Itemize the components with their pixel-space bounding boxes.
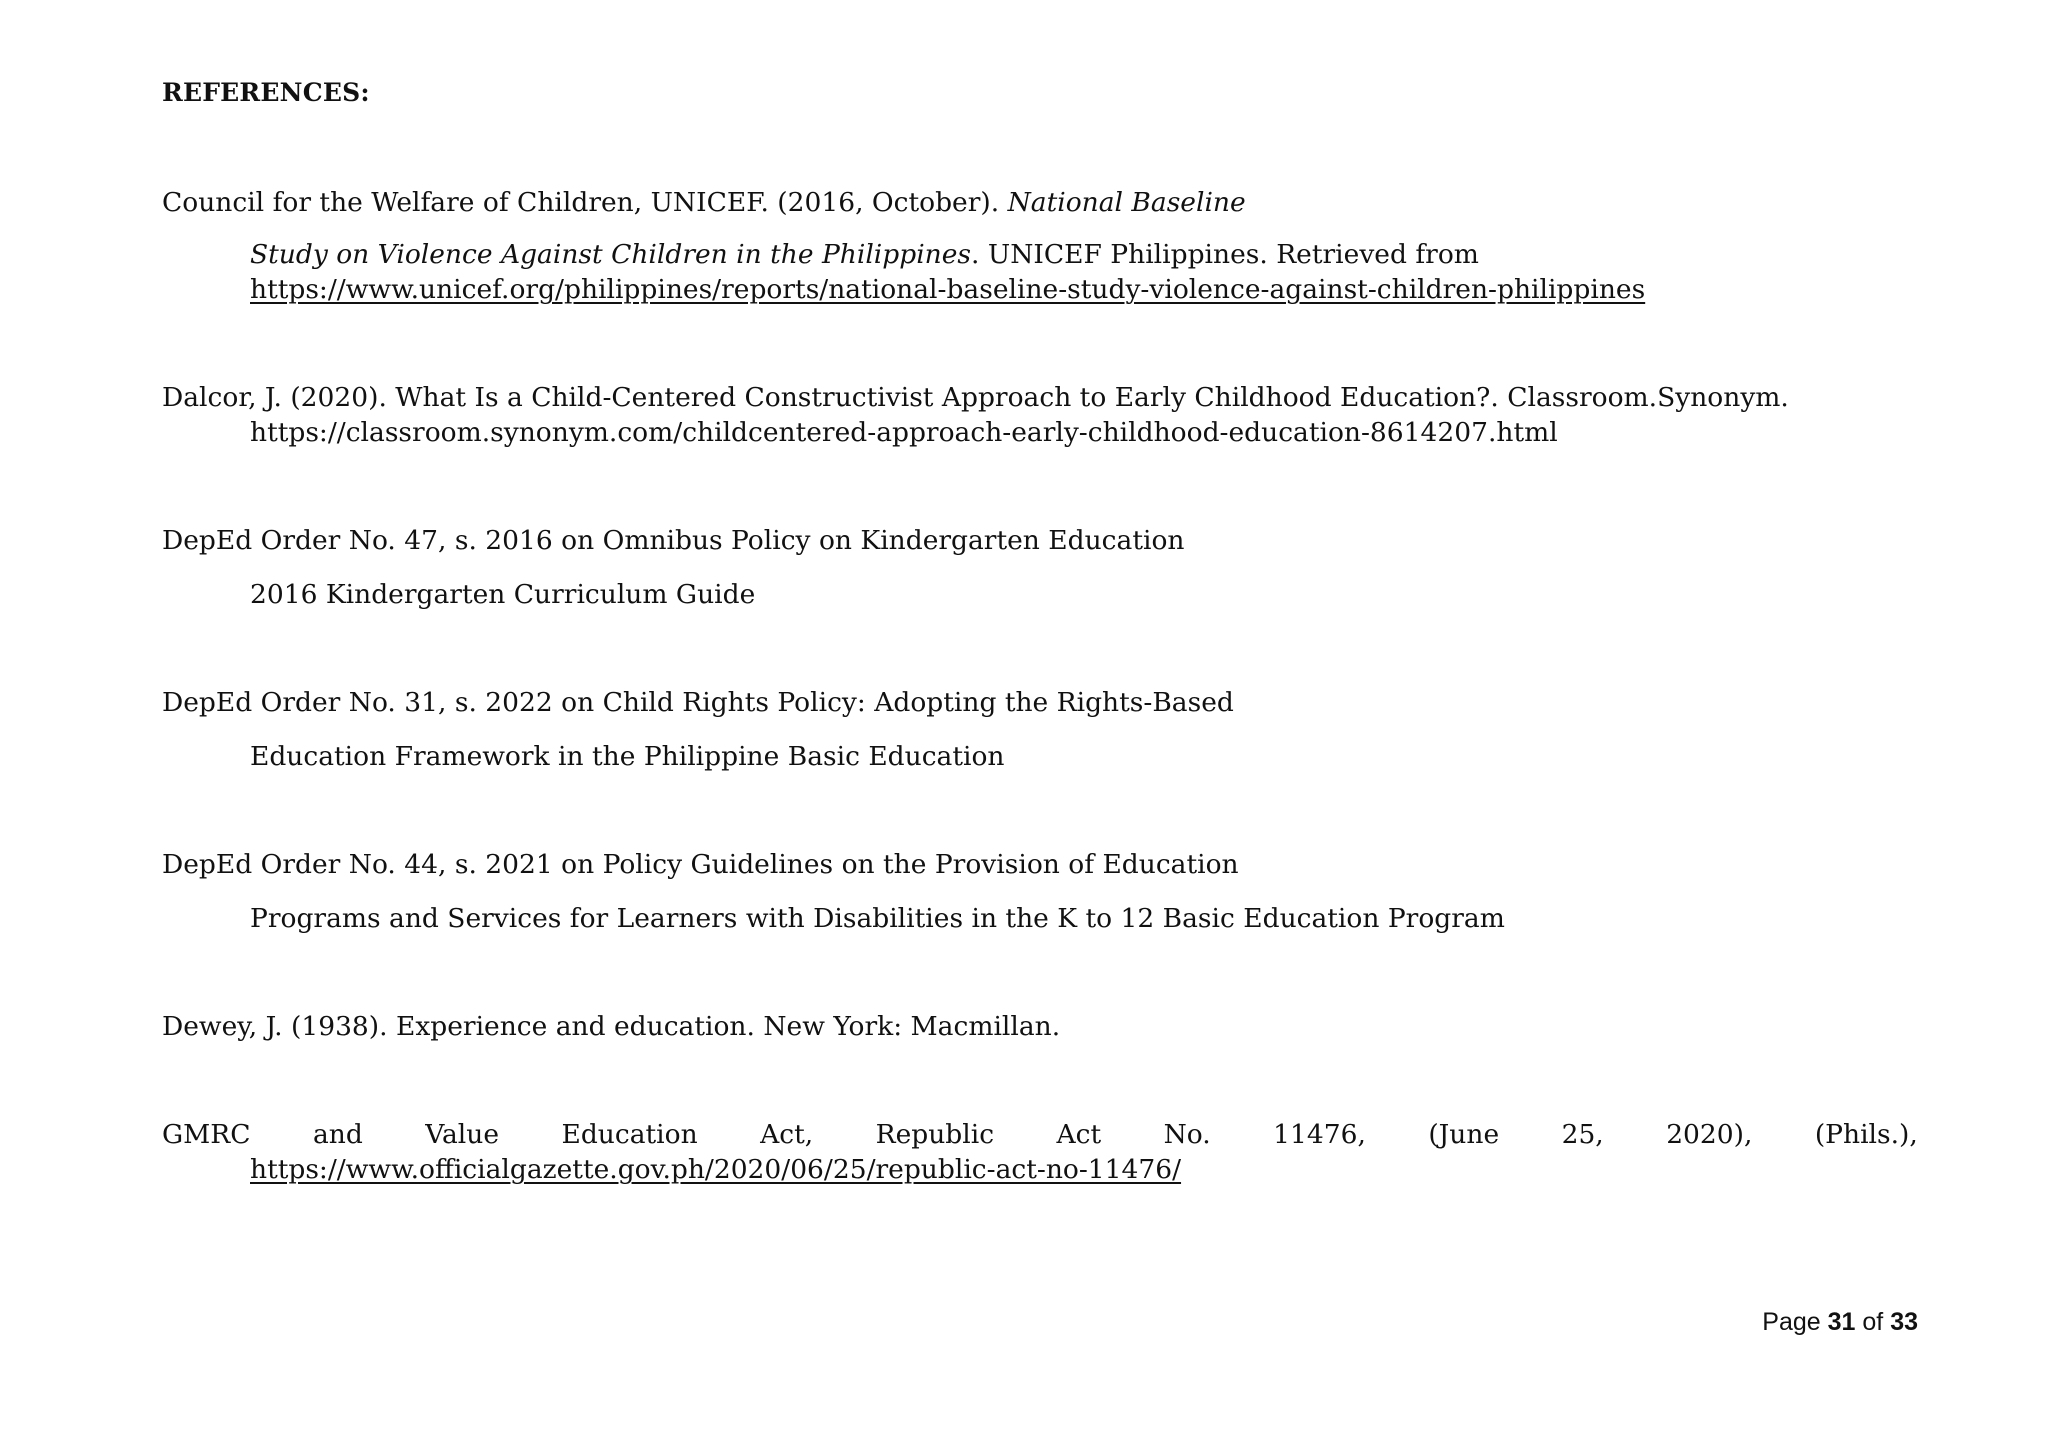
- reference-7-url-link[interactable]: https://www.officialgazette.gov.ph/2020/06/25/republic-act-no-11476/: [250, 1154, 1182, 1185]
- reference-1-title-end: Study on Violence Against Children in the Philippines: [250, 239, 972, 270]
- reference-7-word: and: [313, 1119, 363, 1150]
- reference-3-line-2: 2016 Kindergarten Curriculum Guide: [250, 579, 756, 610]
- reference-6-line-1: Dewey, J. (1938). Experience and education. New York: Macmillan.: [162, 1011, 1061, 1042]
- reference-7-word: No.: [1163, 1119, 1211, 1150]
- reference-7-word: 11476,: [1273, 1119, 1366, 1150]
- references-heading: REFERENCES:: [162, 78, 370, 107]
- reference-3-line-1: DepEd Order No. 47, s. 2016 on Omnibus Policy on Kindergarten Education: [162, 525, 1185, 556]
- reference-7-word: Republic: [875, 1119, 995, 1150]
- of-word: of: [1862, 1308, 1884, 1336]
- reference-1-title-start: National Baseline: [1007, 187, 1246, 218]
- reference-7-line-1: [162, 1118, 1918, 1152]
- reference-7-word: Education: [561, 1119, 698, 1150]
- reference-7-word: 25,: [1561, 1119, 1604, 1150]
- reference-7-word: 2020),: [1666, 1119, 1753, 1150]
- reference-1-authors: Council for the Welfare of Children, UNICEF. (2016, October).: [162, 187, 1008, 218]
- reference-5-line-1: DepEd Order No. 44, s. 2021 on Policy Guidelines on the Provision of Education: [162, 849, 1239, 880]
- reference-2-url: https://classroom.synonym.com/childcentered-approach-early-childhood-education-8614207.html: [250, 417, 1558, 448]
- reference-2-line-1: Dalcor, J. (2020). What Is a Child-Centered Constructivist Approach to Early Childhood Education?. Classroom.Synonym.: [162, 382, 1789, 413]
- page-word: Page: [1762, 1308, 1821, 1336]
- reference-7-word: Act,: [760, 1119, 814, 1150]
- reference-4-line-1: DepEd Order No. 31, s. 2022 on Child Rights Policy: Adopting the Rights-Based: [162, 687, 1234, 718]
- reference-7-word: (June: [1428, 1119, 1500, 1150]
- reference-1-line-1: [162, 186, 1246, 220]
- reference-7-word: Act: [1056, 1119, 1102, 1150]
- reference-4-line-2: Education Framework in the Philippine Basic Education: [250, 741, 1005, 772]
- page-number: [1762, 1308, 1918, 1337]
- reference-1-line-2: [250, 238, 1479, 272]
- reference-1-publisher: . UNICEF Philippines. Retrieved from: [971, 239, 1479, 270]
- total-page-count: 33: [1890, 1308, 1918, 1336]
- reference-7-word: (Phils.),: [1814, 1119, 1918, 1150]
- reference-7-word: GMRC: [162, 1119, 251, 1150]
- reference-1-url-link[interactable]: https://www.unicef.org/philippines/reports/national-baseline-study-violence-against-children-philippines: [250, 274, 1646, 305]
- reference-5-line-2: Programs and Services for Learners with Disabilities in the K to 12 Basic Education Program: [250, 903, 1505, 934]
- current-page-number: 31: [1827, 1308, 1856, 1336]
- reference-7-word: Value: [425, 1119, 500, 1150]
